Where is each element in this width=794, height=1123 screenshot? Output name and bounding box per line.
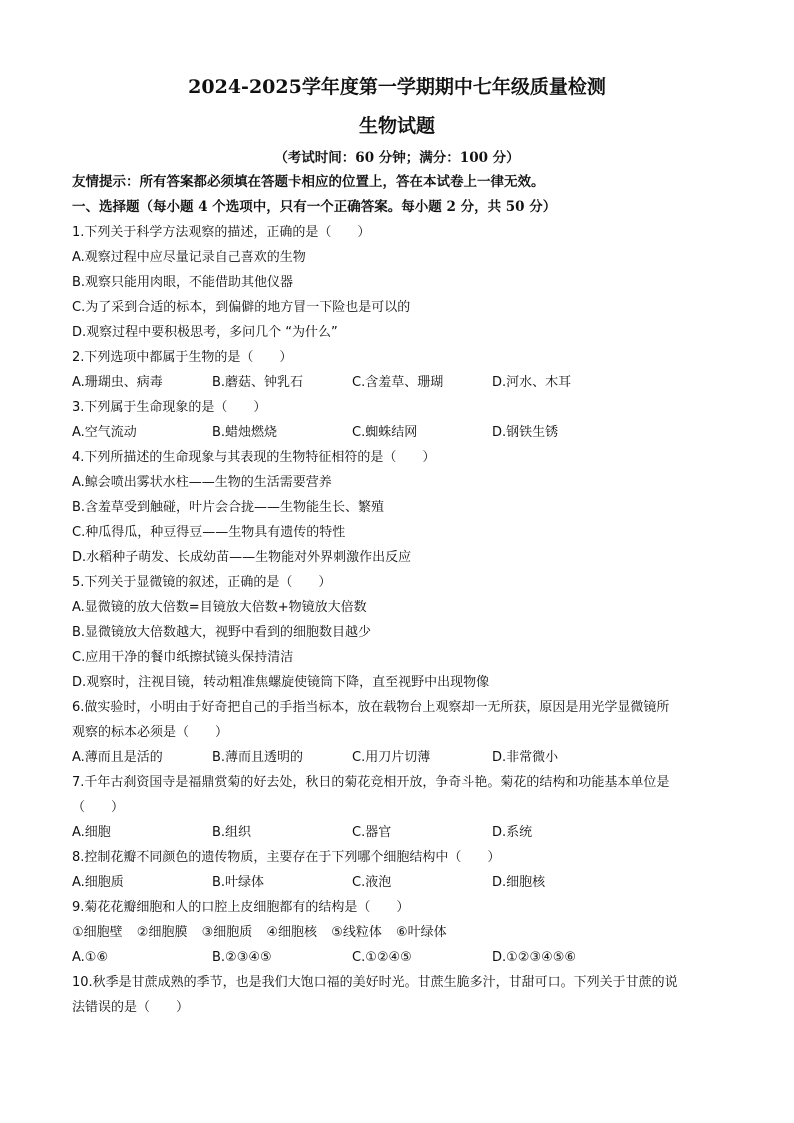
question-9-option-d: D.①②③④⑤⑥ [492, 950, 577, 965]
question-5-option-c: C.应用干净的餐巾纸擦拭镜头保持清洁 [72, 650, 294, 665]
question-2-option-b: B.蘑菇、钟乳石 [212, 375, 304, 390]
question-4-stem: 4.下列所描述的生命现象与其表现的生物特征相符的是（ ） [72, 450, 436, 465]
question-8-option-a: A.细胞质 [72, 875, 124, 890]
question-8-options [72, 870, 722, 895]
question-6-stem-line-2: 观察的标本必须是（ ） [72, 725, 229, 740]
exam-info: （考试时间：60 分钟；满分：100 分） [274, 150, 520, 166]
question-2-option-d: D.河水、木耳 [492, 375, 572, 390]
question-5-option-b: B.显微镜放大倍数越大，视野中看到的细胞数目越少 [72, 625, 372, 640]
structure-item: ①细胞壁 [72, 925, 123, 940]
question-6-option-c: C.用刀片切薄 [352, 750, 431, 765]
question-7-option-c: C.器官 [352, 825, 392, 840]
question-7-option-d: D.系统 [492, 825, 533, 840]
question-1-option-a: A.观察过程中应尽量记录自己喜欢的生物 [72, 250, 306, 265]
question-8-stem: 8.控制花瓣不同颜色的遗传物质，主要存在于下列哪个细胞结构中（ ） [72, 850, 501, 865]
question-9-stem: 9.菊花花瓣细胞和人的口腔上皮细胞都有的结构是（ ） [72, 900, 410, 915]
section-heading: 一、选择题（每小题 4 个选项中，只有一个正确答案。每小题 2 分，共 50 分） [72, 199, 557, 215]
question-10-stem-line-1: 10.秋季是甘蔗成熟的季节，也是我们大饱口福的美好时光。甘蔗生脆多汁，甘甜可口。下列关于甘蔗的说 [72, 975, 678, 990]
question-6-option-d: D.非常微小 [492, 750, 559, 765]
question-7-option-b: B.组织 [212, 825, 252, 840]
question-9-option-b: B.②③④⑤ [212, 950, 272, 965]
question-8-option-c: C.液泡 [352, 875, 392, 890]
question-3-stem: 3.下列属于生命现象的是（ ） [72, 400, 267, 415]
question-6-option-b: B.薄而且透明的 [212, 750, 304, 765]
question-4-option-a: A.鲸会喷出雾状水柱——生物的生活需要营养 [72, 475, 332, 490]
question-8-option-d: D.细胞核 [492, 875, 546, 890]
question-2-stem: 2.下列选项中都属于生物的是（ ） [72, 350, 293, 365]
question-10-stem-line-2: 法错误的是（ ） [72, 1000, 190, 1015]
question-3-options [72, 420, 722, 445]
question-4-option-c: C.种瓜得瓜，种豆得豆——生物具有遗传的特性 [72, 525, 346, 540]
question-9-option-c: C.①②④⑤ [352, 950, 412, 965]
question-3-option-d: D.钢铁生锈 [492, 425, 559, 440]
question-3-option-b: B.蜡烛燃烧 [212, 425, 278, 440]
question-1-option-c: C.为了采到合适的标本，到偏僻的地方冒一下险也是可以的 [72, 300, 411, 315]
question-4-option-d: D.水稻种子萌发、长成幼苗——生物能对外界刺激作出反应 [72, 550, 412, 565]
structure-item: ④细胞核 [266, 925, 318, 940]
question-7-option-a: A.细胞 [72, 825, 111, 840]
question-2-option-a: A.珊瑚虫、病毒 [72, 375, 163, 390]
question-7-stem-line-2: （ ） [72, 800, 125, 815]
question-7-stem-line-1: 7.千年古刹资国寺是福鼎赏菊的好去处，秋日的菊花竞相开放，争奇斗艳。菊花的结构和功能基本单位是 [72, 775, 670, 790]
question-6-options [72, 745, 722, 770]
structure-item: ③细胞质 [201, 925, 253, 940]
question-9-structure-list [72, 920, 722, 945]
structure-item: ⑥叶绿体 [395, 925, 447, 940]
question-5-option-a: A.显微镜的放大倍数=目镜放大倍数+物镜放大倍数 [72, 600, 367, 615]
notice: 友情提示：所有答案都必须填在答题卡相应的位置上，答在本试卷上一律无效。 [72, 174, 545, 190]
question-5-option-d: D.观察时，注视目镜，转动粗准焦螺旋使镜筒下降，直至视野中出现物像 [72, 675, 490, 690]
question-5-stem: 5.下列关于显微镜的叙述，正确的是（ ） [72, 575, 332, 590]
structure-item: ②细胞膜 [136, 925, 188, 940]
structure-item: ⑤线粒体 [331, 925, 382, 940]
question-7-options [72, 820, 722, 845]
question-6-option-a: A.薄而且是活的 [72, 750, 163, 765]
question-3-option-a: A.空气流动 [72, 425, 137, 440]
question-3-option-c: C.蜘蛛结网 [352, 425, 418, 440]
question-8-option-b: B.叶绿体 [212, 875, 265, 890]
exam-title: 2024-2025学年度第一学期期中七年级质量检测 [188, 76, 606, 98]
question-6-stem-line-1: 6.做实验时，小明由于好奇把自己的手指当标本，放在载物台上观察却一无所获，原因是用光学显微镜所 [72, 700, 670, 715]
question-1-stem: 1.下列关于科学方法观察的描述，正确的是（ ） [72, 225, 371, 240]
question-4-option-b: B.含羞草受到触碰，叶片会合拢——生物能生长、繁殖 [72, 500, 385, 515]
question-9-options [72, 945, 722, 970]
question-9-option-a: A.①⑥ [72, 950, 109, 965]
question-2-options [72, 370, 722, 395]
question-1-option-d: D.观察过程中要积极思考，多问几个 “为什么” [72, 325, 338, 340]
question-1-option-b: B.观察只能用肉眼，不能借助其他仪器 [72, 275, 294, 290]
exam-subtitle: 生物试题 [358, 115, 435, 137]
exam-page [72, 68, 722, 1020]
question-2-option-c: C.含羞草、珊瑚 [352, 375, 444, 390]
